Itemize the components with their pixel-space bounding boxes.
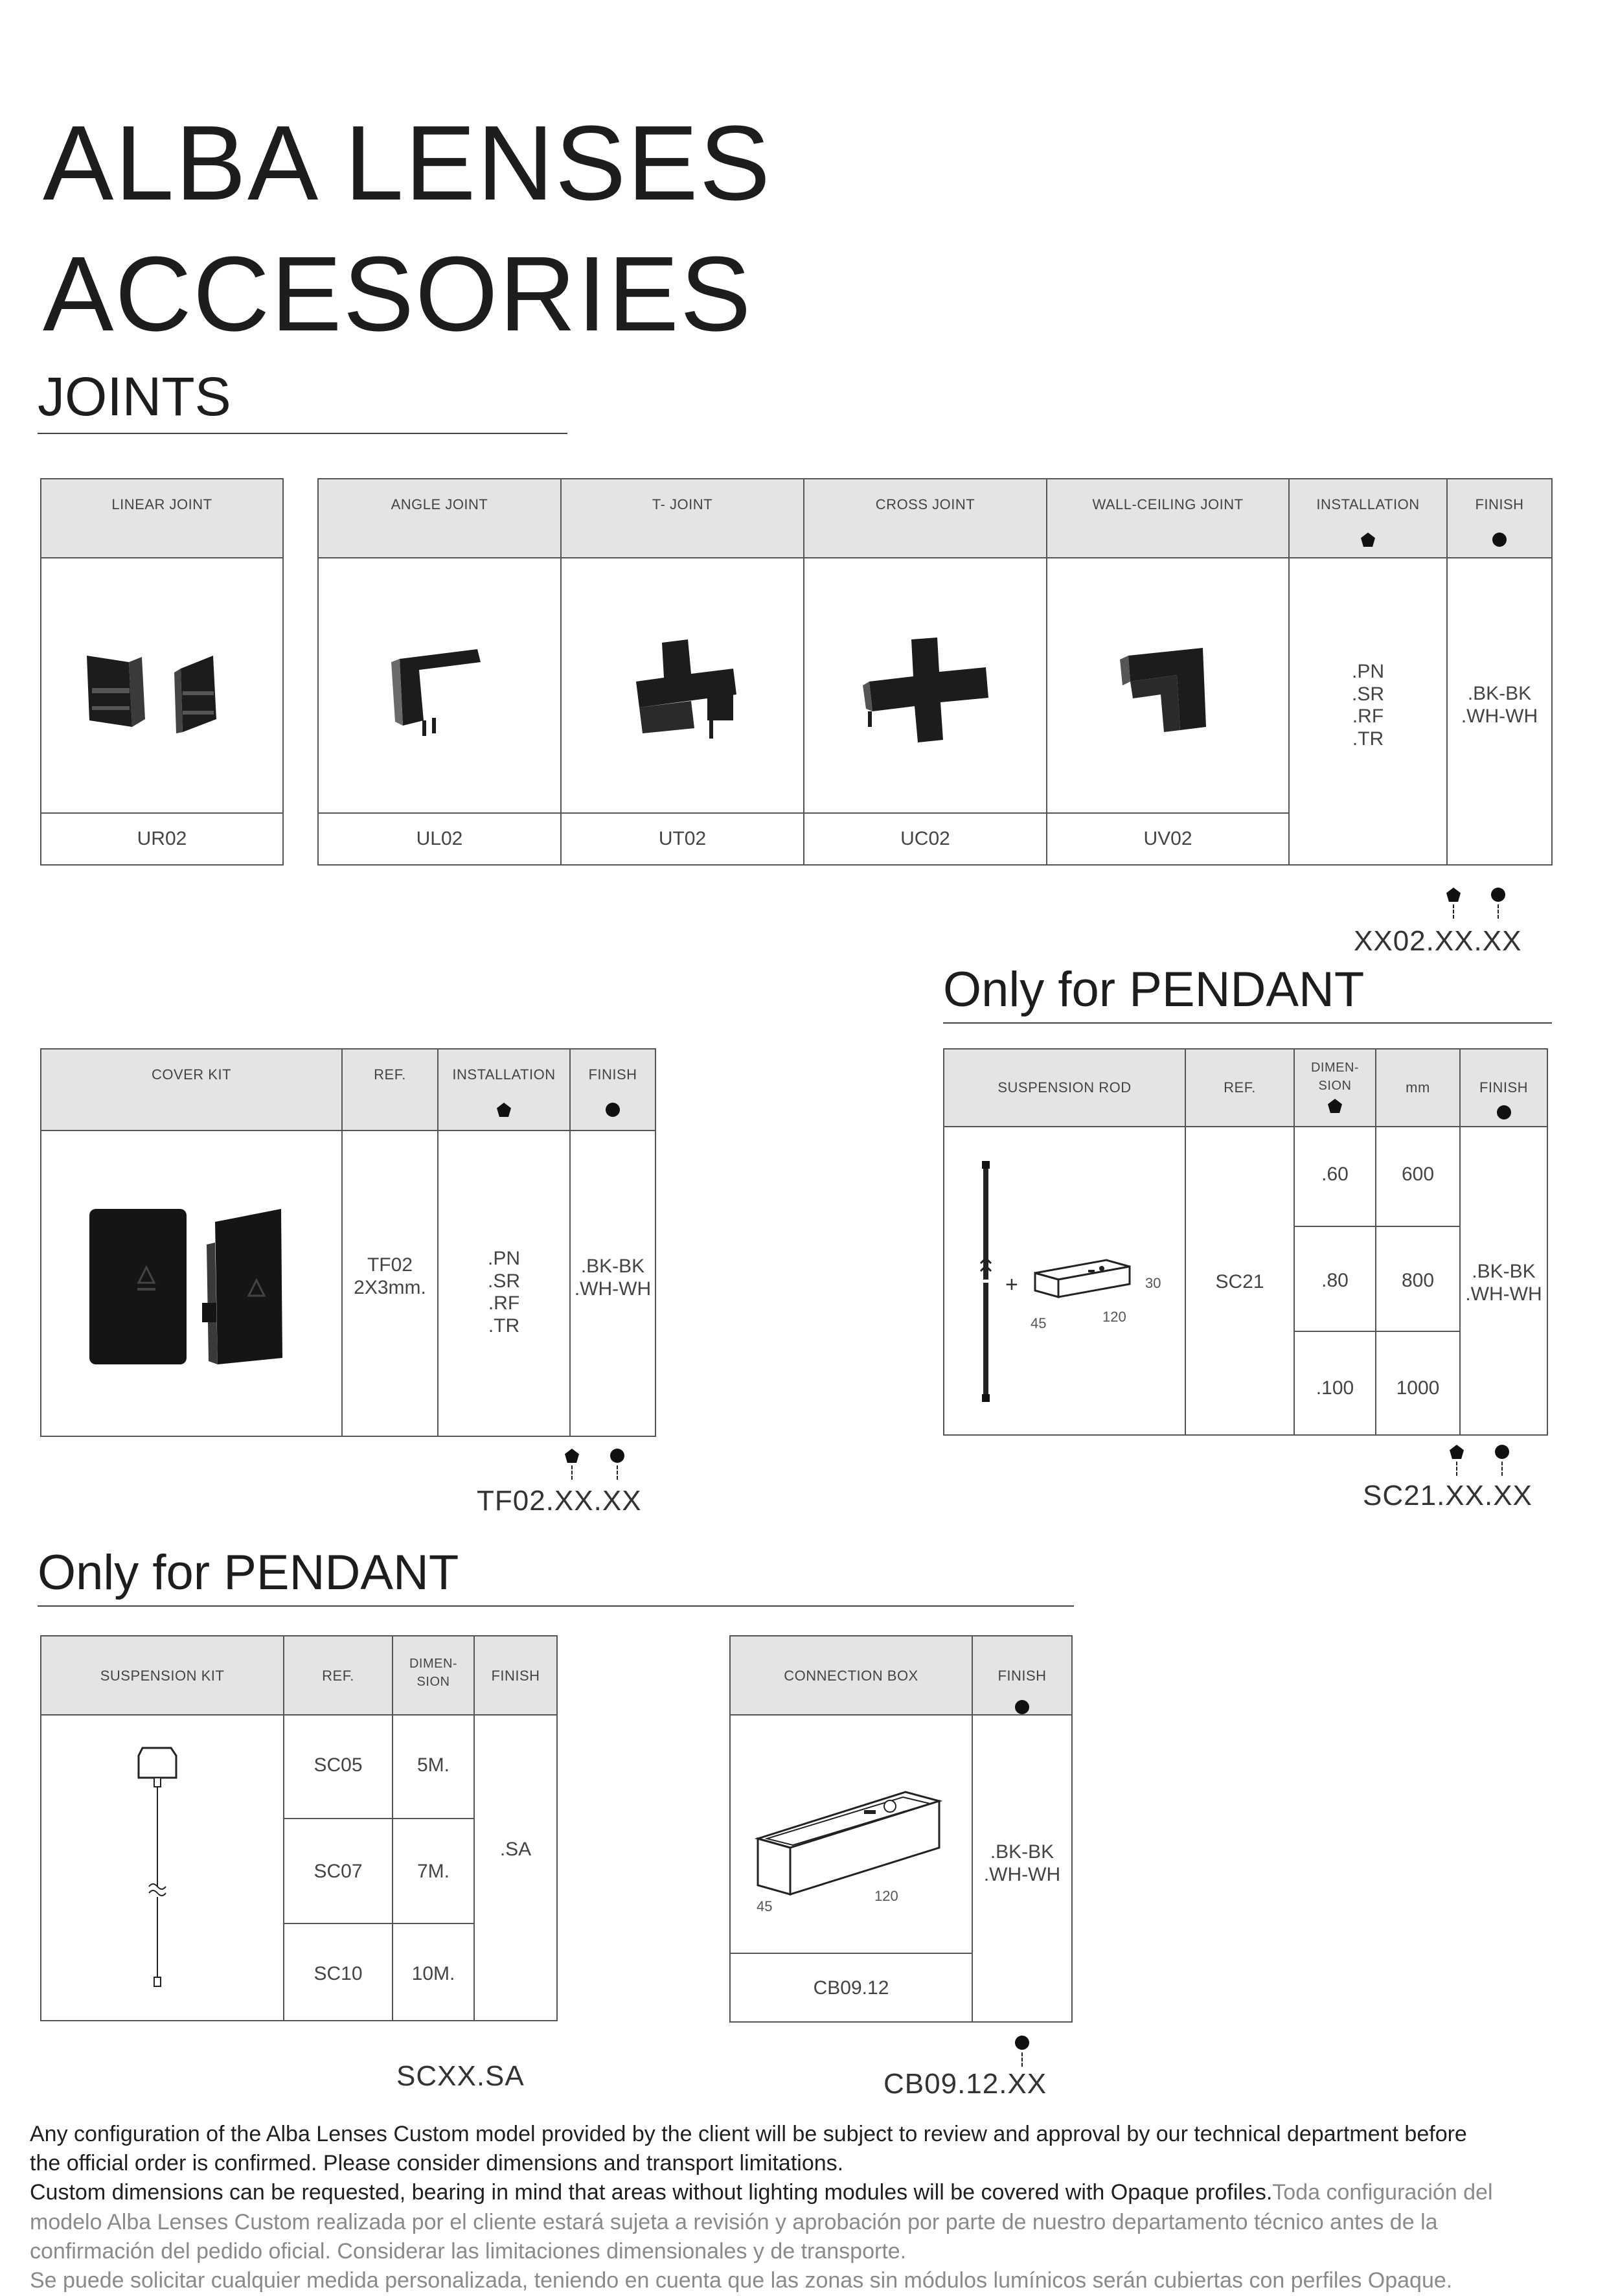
suspension-rod-finish-cell [1459,1126,1548,1436]
wall-ceiling-joint-ref-cell [1046,812,1290,866]
suspension-rod-finish-header-label: FINISH [1479,1079,1529,1096]
footer-note [30,2120,1597,2295]
code-pointer-line [1453,904,1454,919]
dot-icon [1491,888,1505,902]
dot-icon [606,1103,620,1117]
suspension-kit-dim-5m: 5M. [416,1754,450,1776]
cover-kit-finish-wh: .WH-WH [574,1278,652,1300]
cover-kit-image-cell [40,1130,343,1437]
installation-list [1290,661,1446,750]
cover-kit-finish-bk: .BK-BK [580,1256,645,1277]
connection-box-width-label: 45 [757,1898,773,1914]
pentagon-icon [565,1449,579,1463]
suspension-kit-finish-cell [473,1714,558,2021]
dot-icon [1492,533,1507,547]
cover-kit-ref-header-label: REF. [374,1066,406,1083]
installation-rf: .RF [1352,706,1384,727]
connection-box-finish-list [973,1841,1071,1886]
finish-header [1446,478,1553,558]
wall-ceiling-joint-image [1047,558,1288,812]
finish-header-label: FINISH [1475,496,1524,512]
linear-joint-image-cell [40,557,284,814]
dim-100: .100 [1316,1377,1354,1399]
finish-cell [1446,557,1553,866]
mm-cell [1375,1226,1461,1332]
footer-es-line2: modelo Alba Lenses Custom realizada por el cliente estará sujeta a revisión y aprobación por parte de nuestro departamento técnico antes de la [30,2209,1438,2234]
wall-ceiling-joint-ref: UV02 [1143,828,1192,849]
t-joint-ref: UT02 [658,828,707,849]
wall-ceiling-joint-image-cell [1046,557,1290,814]
pentagon-icon [1446,888,1461,902]
dim-80: .80 [1321,1270,1349,1291]
cover-kit-finish-cell [569,1130,656,1437]
suspension-kit-ref-cell [283,1818,393,1924]
suspension-kit-finish-header-label: FINISH [491,1668,540,1684]
box-height-label: 30 [1145,1275,1161,1291]
connection-box-finish-bk: .BK-BK [990,1841,1054,1863]
suspension-kit-finish-header [473,1635,558,1716]
dot-icon [1015,1700,1029,1714]
footer-en-line1: Any configuration of the Alba Lenses Custom model provided by the client will be subject to review and approval by our technical department before [30,2122,1467,2146]
suspension-rod-dimension-header [1293,1048,1376,1127]
cover-kit-ref-header [341,1048,439,1131]
connection-box-header-label: CONNECTION BOX [784,1668,918,1684]
cover-kit-installation-cell [437,1130,571,1437]
cover-kit-ref [343,1254,437,1299]
cover-kit-finish-header [569,1048,656,1131]
joints-heading-rule [38,433,567,434]
angle-joint-header-label: ANGLE JOINT [391,496,488,512]
t-joint-image [562,558,803,812]
footer-es-line3: confirmación del pedido oficial. Considerar las limitaciones dimensionales y de transporte. [30,2238,907,2264]
suspension-kit-ref-cell [283,1923,393,2021]
connection-box-finish-header [972,1635,1073,1716]
suspension-rod-mm-header [1375,1048,1461,1127]
dimension-header-part1: DIMEN- [1310,1061,1360,1075]
suspension-kit-dim-cell [392,1923,475,2021]
suspension-kit-ref-sc10: SC10 [313,1963,363,1984]
cover-kit-ref-size: 2X3mm. [354,1276,426,1298]
dim-cell [1293,1126,1376,1227]
pentagon-icon [497,1103,511,1117]
suspension-kit-ref-sc07: SC07 [313,1861,363,1882]
connection-box-finish-header-label: FINISH [997,1668,1047,1684]
code-pointer-line [1498,904,1499,919]
installation-tr: .TR [1352,728,1384,750]
wall-ceiling-joint-header-label: WALL-CEILING JOINT [1092,496,1244,512]
suspension-kit-header-label: SUSPENSION KIT [100,1668,225,1684]
angle-joint-image-cell [317,557,562,814]
suspension-kit-ref-cell [283,1714,393,1819]
connection-box-code: CB09.12.XX [883,2068,1047,2100]
pendant-heading-left: Only for PENDANT [38,1545,459,1600]
suspension-rod-finish-header [1459,1048,1548,1127]
suspension-rod-image [944,1127,1185,1434]
wall-ceiling-joint-header [1046,478,1290,558]
installation-cell [1288,557,1448,866]
installation-header [1288,478,1448,558]
dot-icon [1015,2036,1029,2050]
linear-joint-ref-cell [40,812,284,866]
angle-joint-header [317,478,562,558]
suspension-rod-finish-wh: .WH-WH [1465,1283,1542,1305]
suspension-kit-dim-10m: 10M. [411,1963,455,1984]
suspension-kit-image-cell [40,1714,284,2021]
cover-kit-finish-header-label: FINISH [588,1066,637,1083]
linear-joint-header [40,478,284,558]
cover-kit-installation-list [439,1248,569,1337]
suspension-rod-image-cell [943,1126,1186,1436]
t-joint-header [560,478,804,558]
connection-box-finish-cell [972,1714,1073,2023]
kit-dimension-header-part2: SION [416,1675,450,1689]
pendant-heading-rule [943,1022,1552,1024]
angle-joint-ref: UL02 [416,828,463,849]
pentagon-icon [1450,1445,1464,1459]
page-title-line1: ALBA LENSES [43,104,772,222]
suspension-rod-ref-header-label: REF. [1224,1079,1256,1096]
cross-joint-header [803,478,1047,558]
code-pointer-line [1456,1462,1457,1476]
suspension-kit-ref-header [283,1635,393,1716]
t-joint-ref-cell [560,812,804,866]
linear-joint-image [41,558,282,812]
dim-60: .60 [1321,1164,1349,1185]
suspension-rod-finish-bk: .BK-BK [1472,1261,1536,1282]
suspension-kit-dimension-header-label [393,1655,473,1691]
cross-joint-ref: UC02 [900,828,950,849]
suspension-rod-dimension-header-label [1295,1059,1375,1095]
footer-es-line4: Se puede solicitar cualquier medida personalizada, teniendo en cuenta que las zonas sin módulos lumínicos serán cubiertas con perfiles Opaque. [30,2268,1453,2293]
cover-kit-ref-code: TF02 [367,1254,413,1276]
code-pointer-line [1021,2052,1023,2067]
mm-600: 600 [1401,1164,1435,1185]
connection-box-finish-wh: .WH-WH [983,1863,1061,1885]
code-pointer-line [1501,1462,1503,1476]
cover-kit-image [41,1131,341,1436]
finish-list [1448,683,1551,728]
footer-es-line1: Toda configuración del [1272,2180,1493,2205]
cover-kit-ref-cell [341,1130,439,1437]
cross-joint-image [804,558,1046,812]
t-joint-header-label: T- JOINT [652,496,713,512]
connection-box-image [731,1716,972,1953]
dim-cell [1293,1331,1376,1436]
suspension-kit-image [41,1716,283,2020]
mm-1000: 1000 [1396,1377,1440,1399]
cover-kit-code: TF02.XX.XX [477,1485,642,1517]
dimension-header-part2: SION [1318,1079,1352,1093]
joints-code: XX02.XX.XX [1354,925,1522,957]
suspension-rod-header [943,1048,1186,1127]
dot-icon [1495,1445,1509,1459]
suspension-kit-dim-cell [392,1818,475,1924]
cover-kit-installation-pn: .PN [487,1248,520,1269]
linear-joint-header-label: LINEAR JOINT [111,496,212,512]
suspension-kit-finish: .SA [499,1839,532,1860]
mm-cell [1375,1331,1461,1436]
suspension-kit-dim-7m: 7M. [416,1861,450,1882]
connection-box-header [729,1635,973,1716]
page-title-line2: ACCESORIES [43,235,753,353]
connection-box-length-label: 120 [874,1888,898,1904]
cover-kit-installation-rf: .RF [488,1292,520,1314]
dim-cell [1293,1226,1376,1332]
box-length-label: 120 [1102,1309,1126,1325]
suspension-rod-code: SC21.XX.XX [1363,1480,1533,1511]
angle-joint-image [319,558,560,812]
installation-header-label: INSTALLATION [1316,496,1420,512]
plus-sign: + [1005,1272,1018,1297]
cover-kit-header-label: COVER KIT [151,1066,232,1083]
cover-kit-installation-tr: .TR [488,1314,520,1337]
suspension-rod-finish-list [1461,1261,1547,1305]
footer-en-line3: Custom dimensions can be requested, bearing in mind that areas without lighting modules will be covered with Opaque profiles. [30,2180,1273,2205]
code-pointer-line [571,1465,573,1480]
footer-mixed-line [30,2178,1597,2207]
cover-kit-installation-header [437,1048,571,1131]
suspension-rod-mm-header-label: mm [1406,1079,1430,1096]
suspension-kit-header [40,1635,284,1716]
pentagon-icon [1328,1099,1342,1113]
installation-sr: .SR [1351,683,1384,705]
suspension-kit-dim-cell [392,1714,475,1819]
suspension-rod-header-label: SUSPENSION ROD [997,1079,1132,1096]
angle-joint-ref-cell [317,812,562,866]
suspension-rod-ref: SC21 [1215,1271,1264,1292]
kit-dimension-header-part1: DIMEN- [409,1657,458,1671]
suspension-kit-ref-header-label: REF. [322,1668,354,1684]
pentagon-icon [1361,533,1375,547]
cover-kit-header [40,1048,343,1131]
box-width-label: 45 [1031,1315,1047,1331]
t-joint-image-cell [560,557,804,814]
mm-800: 800 [1401,1270,1435,1291]
finish-wh: .WH-WH [1461,705,1538,727]
cover-kit-finish-list [571,1256,655,1300]
pendant-heading-right: Only for PENDANT [943,962,1365,1017]
footer-en-line2: the official order is confirmed. Please consider dimensions and transport limitations. [30,2151,844,2176]
cover-kit-installation-header-label: INSTALLATION [452,1066,556,1083]
cross-joint-ref-cell [803,812,1047,866]
code-pointer-line [617,1465,618,1480]
mm-cell [1375,1126,1461,1227]
connection-box-ref: CB09.12 [813,1977,889,1999]
installation-pn: .PN [1351,661,1384,682]
suspension-kit-dimension-header [392,1635,475,1716]
pendant-heading-left-rule [38,1605,1074,1607]
suspension-rod-ref-cell [1185,1126,1295,1436]
dot-icon [1497,1105,1511,1119]
dot-icon [610,1449,624,1463]
suspension-rod-ref-header [1185,1048,1295,1127]
suspension-kit-code: SCXX.SA [396,2060,525,2092]
connection-box-ref-cell [729,1953,973,2023]
joints-heading: JOINTS [38,366,231,427]
linear-joint-ref: UR02 [137,828,187,849]
cross-joint-image-cell [803,557,1047,814]
finish-bk: .BK-BK [1467,683,1532,704]
connection-box-image-cell [729,1714,973,1954]
suspension-kit-ref-sc05: SC05 [313,1754,363,1776]
cover-kit-installation-sr: .SR [487,1270,520,1292]
cross-joint-header-label: CROSS JOINT [875,496,975,512]
